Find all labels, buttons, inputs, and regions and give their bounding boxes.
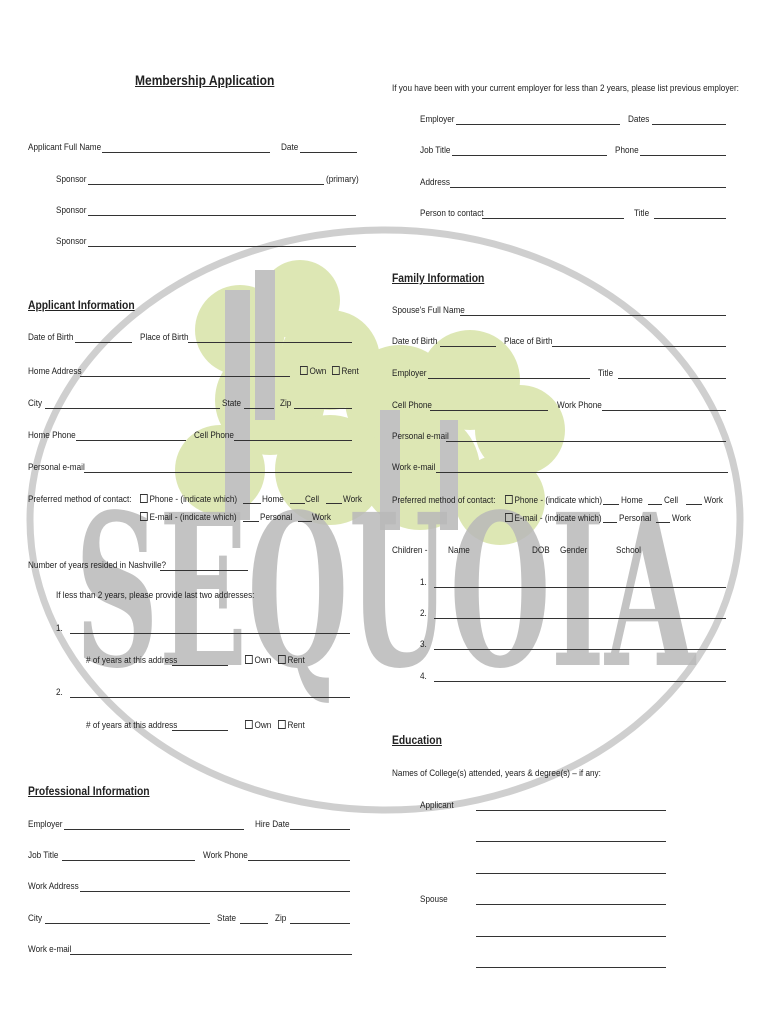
place-of-birth-field[interactable] xyxy=(188,342,352,343)
page-title: Membership Application xyxy=(135,72,275,88)
contact-email-option[interactable]: E-mail - (indicate which) xyxy=(140,512,237,524)
applicant-education-line-2[interactable] xyxy=(476,841,666,842)
zip-field[interactable] xyxy=(294,408,352,409)
prev-phone-field[interactable] xyxy=(640,155,726,156)
dob-field[interactable] xyxy=(75,342,132,343)
label-years-at-address-2: # of years at this address xyxy=(86,720,178,731)
cell-phone-field[interactable] xyxy=(234,440,352,441)
label-home-address: Home Address xyxy=(28,366,82,377)
sponsor-3-field[interactable] xyxy=(88,246,356,247)
child-4-number: 4. xyxy=(420,671,427,682)
applicant-education-line-3[interactable] xyxy=(476,873,666,874)
spouse-contact-work-email-blank[interactable] xyxy=(656,522,670,523)
children-col-name: Name xyxy=(448,545,470,556)
label-work: Work xyxy=(343,494,362,505)
label-prev-title: Title xyxy=(634,208,650,219)
label-years-at-address-1: # of years at this address xyxy=(86,655,178,666)
child-1-number: 1. xyxy=(420,577,427,588)
label-work-email-opt: Work xyxy=(312,512,331,523)
checkbox-icon xyxy=(505,495,513,504)
label-spouse-personal-email: Personal e-mail xyxy=(392,431,449,442)
label-work-city: City xyxy=(28,913,43,924)
work-state-field[interactable] xyxy=(240,923,268,924)
contact-personal-blank[interactable] xyxy=(243,521,259,522)
children-col-dob: DOB xyxy=(532,545,550,556)
prev-address-1-field[interactable] xyxy=(70,633,350,634)
spouse-contact-cell-blank[interactable] xyxy=(648,504,662,505)
children-col-gender: Gender xyxy=(560,545,588,556)
label-colleges: Names of College(s) attended, years & degree(s) – if any: xyxy=(392,768,601,779)
spouse-title-field[interactable] xyxy=(618,378,726,379)
prev-address-field[interactable] xyxy=(450,187,726,188)
person-to-contact-field[interactable] xyxy=(482,218,624,219)
checkbox-icon xyxy=(332,366,340,375)
label-spouse-work-email-opt: Work xyxy=(672,513,691,524)
addr1-rent-option[interactable]: Rent xyxy=(278,655,305,667)
spouse-contact-personal-blank[interactable] xyxy=(603,522,617,523)
contact-phone-option[interactable]: Phone - (indicate which) xyxy=(140,494,237,506)
label-spouse-place-of-birth: Place of Birth xyxy=(504,336,553,347)
home-address-field[interactable] xyxy=(80,376,290,377)
watermark-text: SEQUOIA xyxy=(75,468,697,715)
education-heading: Education xyxy=(392,733,442,747)
spouse-full-name-field[interactable] xyxy=(460,315,726,316)
child-2-field[interactable] xyxy=(434,618,726,619)
contact-home-blank[interactable] xyxy=(243,503,261,504)
home-own-option[interactable]: Own xyxy=(300,366,326,378)
label-spouse-preferred-contact: Preferred method of contact: xyxy=(392,495,496,506)
label-date: Date xyxy=(281,142,299,153)
label-employer: Employer xyxy=(28,819,63,830)
city-field[interactable] xyxy=(45,408,220,409)
label-work-email: Work e-mail xyxy=(28,944,72,955)
label-spouse-work-email: Work e-mail xyxy=(392,462,436,473)
personal-email-field[interactable] xyxy=(84,472,352,473)
label-less-than-two: If less than 2 years, please provide last two addresses: xyxy=(56,590,255,601)
prev-dates-field[interactable] xyxy=(652,124,726,125)
child-2-number: 2. xyxy=(420,608,427,619)
child-3-number: 3. xyxy=(420,639,427,650)
label-spouse-cell-phone: Cell Phone xyxy=(392,400,432,411)
spouse-education-line-2[interactable] xyxy=(476,936,666,937)
sponsor-2-field[interactable] xyxy=(88,215,356,216)
label-spouse-work: Work xyxy=(704,495,723,506)
label-prev-dates: Dates xyxy=(628,114,650,125)
checkbox-icon xyxy=(140,512,148,521)
checkbox-icon xyxy=(278,720,286,729)
prev-job-title-field[interactable] xyxy=(452,155,607,156)
label-education-spouse: Spouse xyxy=(420,894,448,905)
label-work-phone: Work Phone xyxy=(203,850,248,861)
checkbox-icon xyxy=(505,513,513,522)
label-job-title: Job Title xyxy=(28,850,59,861)
spouse-work-email-field[interactable] xyxy=(436,472,728,473)
label-prev-job-title: Job Title xyxy=(420,145,451,156)
work-address-field[interactable] xyxy=(80,891,350,892)
child-1-field[interactable] xyxy=(434,587,726,588)
label-work-state: State xyxy=(217,913,237,924)
child-4-field[interactable] xyxy=(434,681,726,682)
employer-field[interactable] xyxy=(64,829,244,830)
label-spouse-work-phone: Work Phone xyxy=(557,400,602,411)
label-personal: Personal xyxy=(260,512,293,523)
label-spouse-cell: Cell xyxy=(664,495,679,506)
children-col-school: School xyxy=(616,545,641,556)
label-primary: (primary) xyxy=(326,174,359,185)
label-applicant-full-name: Applicant Full Name xyxy=(28,142,102,153)
date-field[interactable] xyxy=(300,152,357,153)
checkbox-icon xyxy=(300,366,308,375)
years-at-address-1-field[interactable] xyxy=(172,665,228,666)
label-cell-phone: Cell Phone xyxy=(194,430,234,441)
home-phone-field[interactable] xyxy=(76,440,186,441)
label-person-to-contact: Person to contact xyxy=(420,208,484,219)
spouse-contact-home-blank[interactable] xyxy=(603,504,619,505)
spouse-education-line-1[interactable] xyxy=(476,904,666,905)
label-years-nashville: Number of years resided in Nashville? xyxy=(28,560,167,571)
label-sponsor-1: Sponsor xyxy=(56,174,87,185)
label-prev-employer: Employer xyxy=(420,114,455,125)
label-personal-email: Personal e-mail xyxy=(28,462,85,473)
checkbox-icon xyxy=(245,655,253,664)
home-rent-option[interactable]: Rent xyxy=(332,366,359,378)
label-prev-address: Address xyxy=(420,177,450,188)
label-spouse-employer: Employer xyxy=(392,368,427,379)
label-city: City xyxy=(28,398,43,409)
work-city-field[interactable] xyxy=(45,923,210,924)
label-preferred-contact: Preferred method of contact: xyxy=(28,494,132,505)
family-info-heading: Family Information xyxy=(392,271,485,285)
checkbox-icon xyxy=(278,655,286,664)
applicant-info-heading: Applicant Information xyxy=(28,298,135,312)
label-work-address: Work Address xyxy=(28,881,79,892)
label-zip: Zip xyxy=(280,398,292,409)
label-spouse-full-name: Spouse's Full Name xyxy=(392,305,465,316)
job-title-field[interactable] xyxy=(62,860,195,861)
addr2-rent-option[interactable]: Rent xyxy=(278,720,305,732)
spouse-contact-phone-option[interactable]: Phone - (indicate which) xyxy=(505,495,602,507)
spouse-cell-phone-field[interactable] xyxy=(430,410,548,411)
label-spouse-home: Home xyxy=(621,495,643,506)
label-education-applicant: Applicant xyxy=(420,800,454,811)
prev-address-1-number: 1. xyxy=(56,623,63,634)
spouse-personal-email-field[interactable] xyxy=(446,441,726,442)
work-phone-field[interactable] xyxy=(248,860,350,861)
spouse-education-line-3[interactable] xyxy=(476,967,666,968)
spouse-contact-email-option[interactable]: E-mail - (indicate which) xyxy=(505,513,602,525)
label-dob: Date of Birth xyxy=(28,332,74,343)
hire-date-field[interactable] xyxy=(290,829,350,830)
spouse-work-phone-field[interactable] xyxy=(602,410,726,411)
spouse-dob-field[interactable] xyxy=(440,346,496,347)
applicant-education-line-1[interactable] xyxy=(476,810,666,811)
spouse-employer-field[interactable] xyxy=(428,378,590,379)
spouse-place-of-birth-field[interactable] xyxy=(552,346,726,347)
contact-cell-blank[interactable] xyxy=(290,503,305,504)
label-spouse-personal: Personal xyxy=(619,513,652,524)
label-state: State xyxy=(222,398,242,409)
label-sponsor-2: Sponsor xyxy=(56,205,87,216)
checkbox-icon xyxy=(140,494,148,503)
contact-work-email-blank[interactable] xyxy=(298,521,312,522)
prev-employer-field[interactable] xyxy=(456,124,620,125)
label-hire-date: Hire Date xyxy=(255,819,290,830)
prev-title-field[interactable] xyxy=(654,218,726,219)
prev-address-2-field[interactable] xyxy=(70,697,350,698)
spouse-contact-work-blank[interactable] xyxy=(686,504,702,505)
state-field[interactable] xyxy=(244,408,274,409)
label-children: Children - xyxy=(392,545,428,556)
sponsor-1-field[interactable] xyxy=(88,184,324,185)
label-work-zip: Zip xyxy=(275,913,287,924)
label-home: Home xyxy=(262,494,284,505)
professional-info-heading: Professional Information xyxy=(28,784,150,798)
addr1-own-option[interactable]: Own xyxy=(245,655,271,667)
prev-address-2-number: 2. xyxy=(56,687,63,698)
applicant-full-name-field[interactable] xyxy=(102,152,270,153)
work-zip-field[interactable] xyxy=(290,923,350,924)
years-nashville-field[interactable] xyxy=(160,570,248,571)
label-sponsor-3: Sponsor xyxy=(56,236,87,247)
addr2-own-option[interactable]: Own xyxy=(245,720,271,732)
checkbox-icon xyxy=(245,720,253,729)
label-spouse-title: Title xyxy=(598,368,614,379)
child-3-field[interactable] xyxy=(434,649,726,650)
years-at-address-2-field[interactable] xyxy=(172,730,228,731)
contact-work-blank[interactable] xyxy=(326,503,342,504)
work-email-field[interactable] xyxy=(70,954,352,955)
label-prev-phone: Phone xyxy=(615,145,639,156)
label-home-phone: Home Phone xyxy=(28,430,76,441)
label-place-of-birth: Place of Birth xyxy=(140,332,189,343)
label-cell: Cell xyxy=(305,494,320,505)
label-spouse-dob: Date of Birth xyxy=(392,336,438,347)
prev-employer-note: If you have been with your current employer for less than 2 years, please list previous employer: xyxy=(392,83,739,94)
